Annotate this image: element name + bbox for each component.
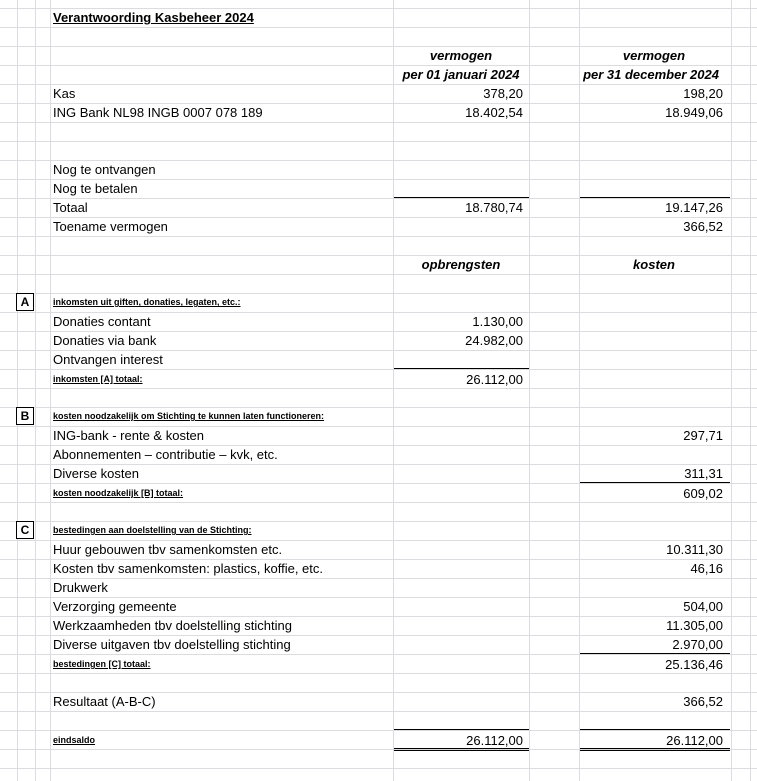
row-bank-start: 18.402,54 <box>465 105 523 120</box>
row-diverse-kosten-label: Diverse kosten <box>53 466 139 481</box>
row-verzorging-value: 504,00 <box>683 599 723 614</box>
rule-eindsaldo-kosten-top <box>580 729 730 730</box>
header-vermogen-start: vermogen <box>429 48 493 63</box>
row-kas-start: 378,20 <box>483 86 523 101</box>
double-rule-eindsaldo-kosten <box>580 748 730 751</box>
row-betalen-label: Nog te betalen <box>53 181 138 196</box>
resultaat-value: 366,52 <box>683 694 723 709</box>
rule-c-total <box>580 653 730 654</box>
section-b-total-label: kosten noodzakelijk [B] totaal: <box>53 488 184 498</box>
row-drukwerk-label: Drukwerk <box>53 580 108 595</box>
report-title: Verantwoording Kasbeheer 2024 <box>53 10 254 25</box>
rule-a-total <box>394 368 529 369</box>
row-totaal-start: 18.780,74 <box>465 200 523 215</box>
header-opbrengsten: opbrengsten <box>421 257 501 272</box>
row-kosten-samenkomsten-label: Kosten tbv samenkomsten: plastics, koffie, etc. <box>53 561 323 576</box>
row-huur-value: 10.311,30 <box>666 542 723 557</box>
header-start-date: per 01 januari 2024 <box>402 67 520 82</box>
row-totaal-label: Totaal <box>53 200 88 215</box>
row-ontvangen-label: Nog te ontvangen <box>53 162 156 177</box>
row-abonnementen-label: Abonnementen – contributie – kvk, etc. <box>53 447 278 462</box>
eindsaldo-opbrengsten: 26.112,00 <box>466 733 523 748</box>
row-werkzaamheden-value: 11.305,00 <box>666 618 723 633</box>
eindsaldo-kosten: 26.112,00 <box>666 733 723 748</box>
row-diverse-uitgaven-label: Diverse uitgaven tbv doelstelling stichting <box>53 637 291 652</box>
row-diverse-uitgaven-value: 2.970,00 <box>672 637 723 652</box>
eindsaldo-label: eindsaldo <box>53 735 96 745</box>
section-c-heading: bestedingen aan doelstelling van de Stichting: <box>53 525 252 535</box>
row-werkzaamheden-label: Werkzaamheden tbv doelstelling stichting <box>53 618 292 633</box>
row-verzorging-label: Verzorging gemeente <box>53 599 177 614</box>
rule-b-total <box>580 482 730 483</box>
row-donaties-contant-label: Donaties contant <box>53 314 151 329</box>
row-toename-end: 366,52 <box>683 219 723 234</box>
row-interest-label: Ontvangen interest <box>53 352 163 367</box>
section-a-heading: inkomsten uit giften, donaties, legaten, etc.: <box>53 297 241 307</box>
section-a-marker: A <box>16 293 34 311</box>
header-end-date: per 31 december 2024 <box>583 67 719 82</box>
row-donaties-contant-value: 1.130,00 <box>472 314 523 329</box>
row-huur-label: Huur gebouwen tbv samenkomsten etc. <box>53 542 283 557</box>
header-kosten: kosten <box>633 257 675 272</box>
section-a-total-label: inkomsten [A] totaal: <box>53 374 143 384</box>
row-gridline <box>0 236 757 237</box>
row-kas-end: 198,20 <box>683 86 723 101</box>
row-gridline <box>0 768 757 769</box>
double-rule-eindsaldo-opbrengsten <box>394 748 529 751</box>
row-ing-value: 297,71 <box>683 428 723 443</box>
section-b-total-value: 609,02 <box>683 486 723 501</box>
row-gridline <box>0 141 757 142</box>
row-toename-label: Toename vermogen <box>53 219 168 234</box>
section-b-heading: kosten noodzakelijk om Stichting te kunnen laten functioneren: <box>53 411 325 421</box>
section-b-marker: B <box>16 407 34 425</box>
rule-eindsaldo-opbrengsten-top <box>394 729 529 730</box>
row-diverse-kosten-value: 311,31 <box>684 466 723 481</box>
section-a-total-value: 26.112,00 <box>466 372 523 387</box>
row-gridline <box>0 27 757 28</box>
row-bank-label: ING Bank NL98 INGB 0007 078 189 <box>53 105 263 120</box>
row-gridline <box>0 122 757 123</box>
header-vermogen-end: vermogen <box>622 48 686 63</box>
row-bank-end: 18.949,06 <box>665 105 723 120</box>
row-kosten-samenkomsten-value: 46,16 <box>690 561 723 576</box>
section-c-marker: C <box>16 521 34 539</box>
resultaat-label: Resultaat (A-B-C) <box>53 694 156 709</box>
row-gridline <box>0 578 757 579</box>
row-kas-label: Kas <box>53 86 76 101</box>
row-gridline <box>0 274 757 275</box>
section-c-total-label: bestedingen [C] totaal: <box>53 659 151 669</box>
row-donaties-bank-value: 24.982,00 <box>465 333 523 348</box>
row-ing-label: ING-bank - rente & kosten <box>53 428 205 443</box>
row-donaties-bank-label: Donaties via bank <box>53 333 157 348</box>
row-gridline <box>0 711 757 712</box>
section-c-total-value: 25.136,46 <box>665 657 723 672</box>
row-totaal-end: 19.147,26 <box>665 200 723 215</box>
